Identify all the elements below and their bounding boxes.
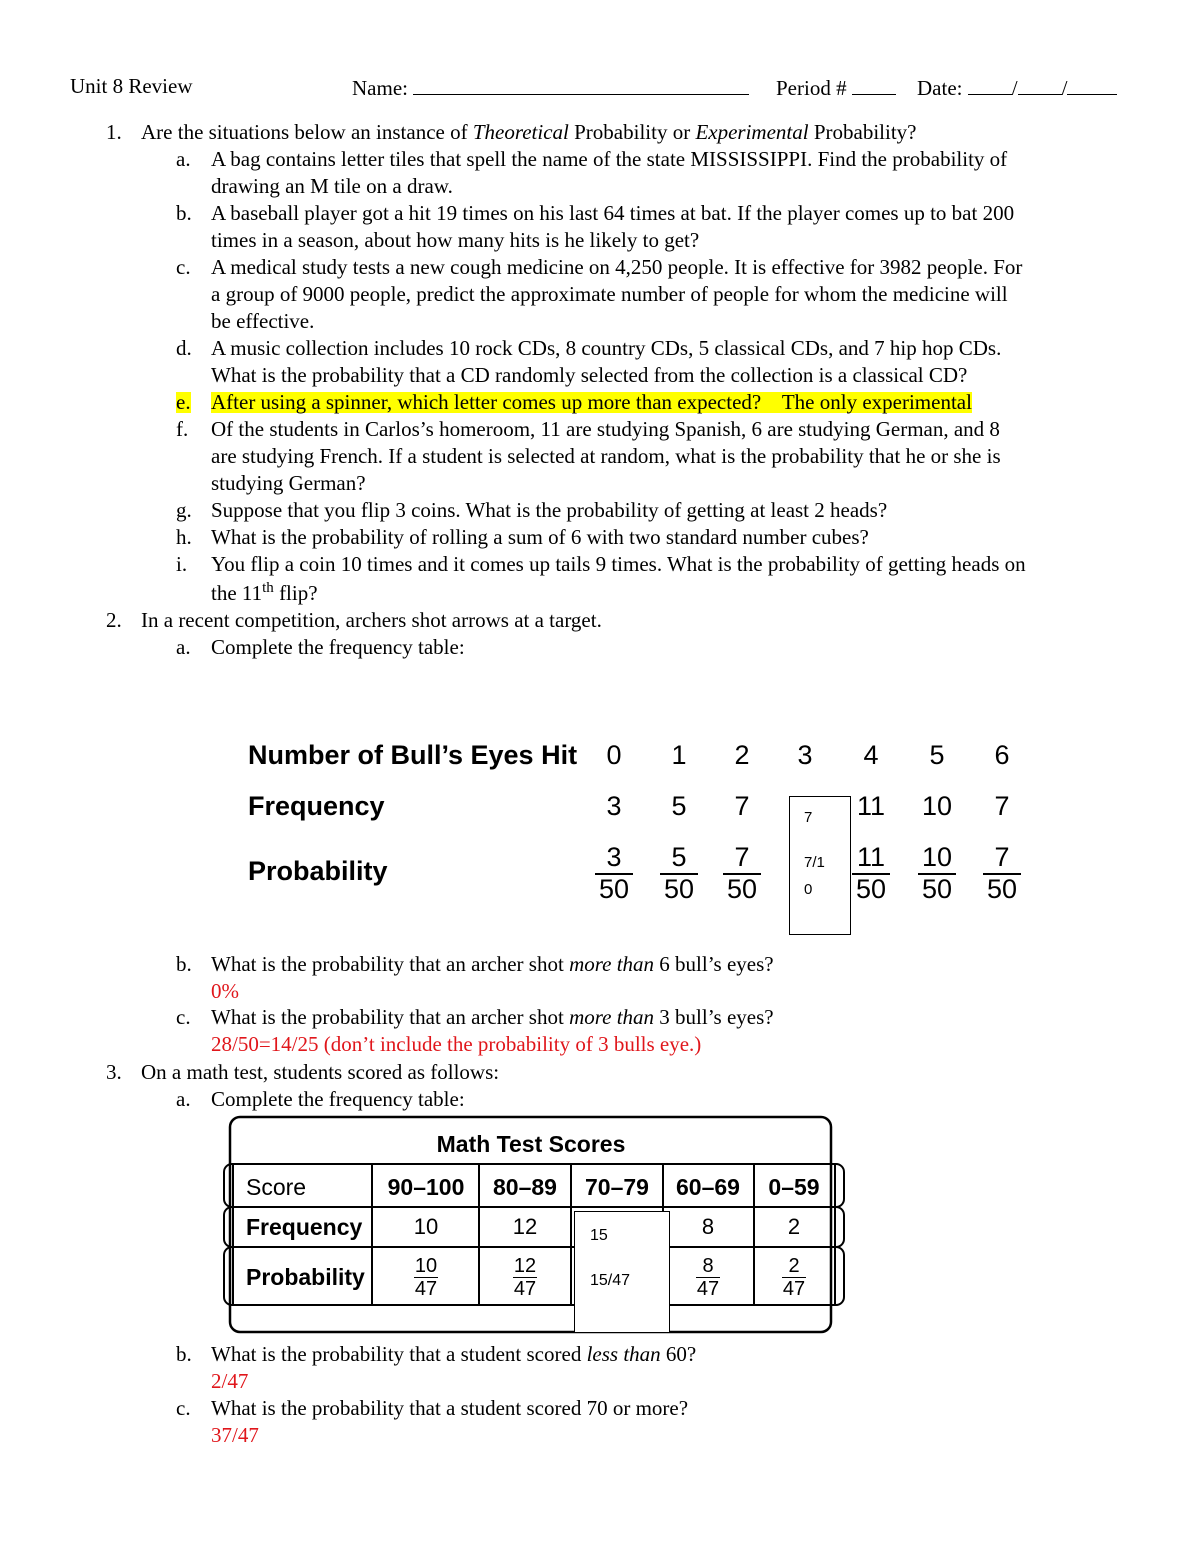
fraction-numerator: 10 [921, 842, 953, 872]
math-box-frequency: 15 [590, 1227, 608, 1244]
q1-item-letter: e. [176, 390, 191, 414]
math-probability-fraction [505, 1256, 545, 1299]
math-frequency-cell: 10 [413, 1214, 439, 1239]
frequency-cell: 7 [734, 791, 750, 821]
fraction-denominator: 50 [921, 874, 953, 904]
hits-header-cell: 0 [606, 740, 622, 770]
q1-item-text: What is the probability of rolling a sum of 6 with two standard number cubes? [211, 525, 869, 549]
q2-number: 2. [106, 608, 122, 632]
q2-c-answer: 28/50=14/25 (don’t include the probability of 3 bulls eye.) [211, 1032, 702, 1056]
q1-item-text: After using a spinner, which letter comes up more than expected? The only experimental [211, 390, 972, 414]
math-frequency-cell: 2 [787, 1214, 801, 1239]
q1-item-text: times in a season, about how many hits is he likely to get? [211, 228, 700, 252]
hits-header-cell: 5 [929, 740, 945, 770]
q1-item-text: studying German? [211, 471, 366, 495]
q2-c-letter: c. [176, 1005, 191, 1029]
row-label-hits: Number of Bull’s Eyes Hit [248, 740, 578, 770]
q1-item-letter: h. [176, 525, 192, 549]
q1-item-letter: d. [176, 336, 192, 360]
q1-item-letter: c. [176, 255, 191, 279]
math-frequency-cell: 8 [701, 1214, 715, 1239]
q3-c-answer: 37/47 [211, 1423, 259, 1447]
q1-item-text: A medical study tests a new cough medicine on 4,250 people. It is effective for 3982 people. For [211, 255, 1023, 279]
q1-item-text: Suppose that you flip 3 coins. What is the probability of getting at least 2 heads? [211, 498, 888, 522]
q1-i-line2: the 11th flip? [211, 580, 318, 605]
q1-item-letter: f. [176, 417, 189, 441]
q3-b-letter: b. [176, 1342, 192, 1366]
fraction-denominator: 50 [598, 874, 630, 904]
frequency-cell: 11 [856, 791, 886, 821]
score-range-cell: 70–79 [585, 1174, 649, 1200]
score-range-cell: 0–59 [768, 1174, 820, 1200]
math-box-probability: 15/47 [590, 1272, 631, 1289]
math-probability-fraction [688, 1256, 728, 1299]
q3-b-text: What is the probability that a student scored less than 60? [211, 1342, 697, 1366]
fraction-denominator: 47 [782, 1278, 806, 1300]
archery-box-frequency: 7 [804, 809, 813, 826]
math-probability-fraction [406, 1256, 446, 1299]
math-row-label-frequency: Frequency [246, 1214, 363, 1240]
fraction-numerator: 2 [788, 1255, 800, 1277]
math-table-title: Math Test Scores [436, 1131, 626, 1157]
unit-title: Unit 8 Review [70, 74, 193, 98]
fraction-numerator: 7 [734, 842, 750, 872]
q1-item-text: A music collection includes 10 rock CDs, 8 country CDs, 5 classical CDs, and 7 hip hop CDs. [211, 336, 1002, 360]
period-label: Period # [776, 76, 896, 99]
math-probability-fraction [774, 1256, 814, 1299]
score-range-cell: 80–89 [493, 1174, 557, 1200]
q3-c-letter: c. [176, 1396, 191, 1420]
frequency-cell: 7 [994, 791, 1010, 821]
q1-item-text: What is the probability that a CD randomly selected from the collection is a classical CD? [211, 363, 968, 387]
hits-header-cell: 2 [734, 740, 750, 770]
fraction-denominator: 47 [414, 1278, 438, 1300]
q1-item-text: a group of 9000 people, predict the approximate number of people for whom the medicine will [211, 282, 1008, 306]
fraction-numerator: 12 [513, 1255, 537, 1277]
fraction-denominator: 50 [726, 874, 758, 904]
math-row-label-score: Score [246, 1174, 307, 1200]
q3-stem: On a math test, students scored as follows: [141, 1060, 500, 1084]
math-frequency-cell: 12 [512, 1214, 538, 1239]
fraction-numerator: 3 [606, 842, 622, 872]
fraction-denominator: 50 [986, 874, 1018, 904]
archery-box-probability-1: 7/1 [804, 854, 825, 871]
frequency-cell: 10 [921, 791, 953, 821]
q1-item-text: You flip a coin 10 times and it comes up tails 9 times. What is the probability of getting heads on [211, 552, 1026, 576]
fraction-numerator: 10 [414, 1255, 438, 1277]
fraction-denominator: 47 [696, 1278, 720, 1300]
fraction-denominator: 50 [663, 874, 695, 904]
fraction-denominator: 50 [855, 874, 887, 904]
hits-header-cell: 1 [671, 740, 687, 770]
q3-a-letter: a. [176, 1087, 191, 1111]
q1-stem: Are the situations below an instance of Theoretical Probability or Experimental Probability? [141, 120, 917, 144]
q1-item-text: be effective. [211, 309, 315, 333]
q2-c-text: What is the probability that an archer shot more than 3 bull’s eyes? [211, 1005, 774, 1029]
q3-c-text: What is the probability that a student scored 70 or more? [211, 1396, 689, 1420]
score-range-cell: 60–69 [676, 1174, 740, 1200]
score-range-cell: 90–100 [387, 1174, 465, 1200]
fraction-numerator: 7 [994, 842, 1010, 872]
hits-header-cell: 6 [994, 740, 1010, 770]
q3-b-answer: 2/47 [211, 1369, 249, 1393]
q3-a-text: Complete the frequency table: [211, 1087, 465, 1111]
q1-item-text: drawing an M tile on a draw. [211, 174, 453, 198]
math-row-label-probability: Probability [246, 1264, 365, 1290]
row-label-probability: Probability [248, 856, 388, 886]
q1-item-letter: a. [176, 147, 191, 171]
frequency-cell: 5 [671, 791, 687, 821]
date-label: Date: / / [917, 76, 1117, 99]
q3-number: 3. [106, 1060, 122, 1084]
hits-header-cell: 3 [797, 740, 813, 770]
q1-number: 1. [106, 120, 122, 144]
q1-item-letter: i. [176, 552, 188, 576]
q2-a-text: Complete the frequency table: [211, 635, 465, 659]
q1-item-text: A bag contains letter tiles that spell the name of the state MISSISSIPPI. Find the probability of [211, 147, 1008, 171]
fraction-numerator: 11 [856, 842, 886, 872]
q1-item-text: are studying French. If a student is selected at random, what is the probability that he or she is [211, 444, 1001, 468]
frequency-cell: 3 [606, 791, 622, 821]
q1-item-text: Of the students in Carlos’s homeroom, 11 are studying Spanish, 6 are studying German, and 8 [211, 417, 1000, 441]
hits-header-cell: 4 [863, 740, 879, 770]
name-label: Name: [352, 76, 749, 99]
q2-stem: In a recent competition, archers shot arrows at a target. [141, 608, 602, 632]
q1-item-text: A baseball player got a hit 19 times on his last 64 times at bat. If the player comes up to bat 200 [211, 201, 1015, 225]
q2-b-text: What is the probability that an archer shot more than 6 bull’s eyes? [211, 952, 774, 976]
q2-b-answer: 0% [211, 979, 239, 1003]
q2-b-letter: b. [176, 952, 192, 976]
fraction-numerator: 8 [702, 1255, 714, 1277]
row-label-frequency: Frequency [248, 791, 385, 821]
fraction-denominator: 47 [513, 1278, 537, 1300]
q1-item-letter: b. [176, 201, 192, 225]
archery-box-probability-2: 0 [804, 881, 813, 898]
fraction-numerator: 5 [671, 842, 687, 872]
q1-item-letter: g. [176, 498, 192, 522]
q2-a-letter: a. [176, 635, 191, 659]
